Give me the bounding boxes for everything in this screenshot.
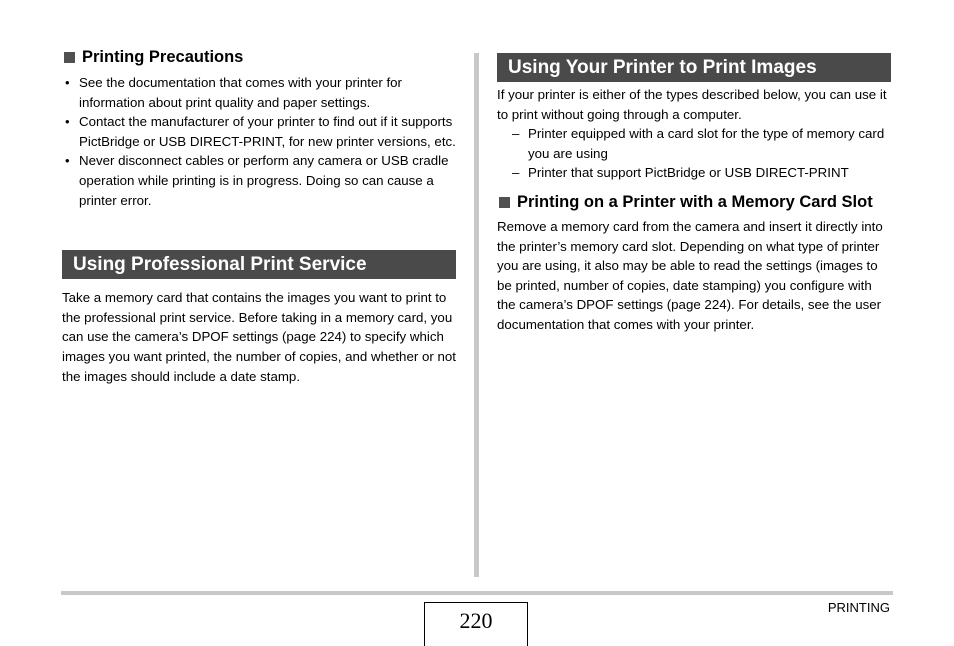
list-item-text: Never disconnect cables or perform any camera or USB cradle operation while printing is in progress. Doing so can cause a printer error. (79, 153, 449, 208)
list-item (62, 73, 458, 112)
professional-print-title: Using Professional Print Service (62, 250, 456, 279)
square-bullet-icon (64, 52, 75, 63)
left-column (62, 48, 458, 386)
section-label: PRINTING (827, 600, 890, 615)
right-column (497, 53, 891, 335)
memory-slot-text: Remove a memory card from the camera and insert it directly into the printer’s memory card slot. Depending on what type of printer you are using, it also may be able to read the settings (images to be printed, number of copies, date stamping) you configure with the camera’s DPOF settings (page 224). For details, see the user documentation that comes with your printer. (497, 218, 883, 332)
bullet-icon: • (65, 153, 70, 169)
precautions-heading-text: Printing Precautions (82, 48, 244, 66)
memory-slot-heading (497, 193, 891, 212)
footer-rule (61, 591, 893, 595)
page-number: 220 (424, 602, 528, 646)
column-divider (474, 53, 479, 577)
list-item (497, 163, 891, 183)
list-item-text: Contact the manufacturer of your printer to find out if it supports PictBridge or USB DIRECT-PRINT, for new printer versions, etc. (79, 114, 456, 149)
list-item (62, 112, 458, 151)
list-item (62, 151, 458, 210)
dash-icon: – (512, 126, 520, 142)
list-item-text: Printer equipped with a card slot for the type of memory card you are using (528, 126, 885, 161)
printer-types-list (497, 124, 891, 183)
printer-print-title: Using Your Printer to Print Images (497, 53, 891, 82)
bullet-icon: • (65, 114, 70, 130)
precautions-heading (62, 48, 458, 67)
list-item (497, 124, 891, 163)
square-bullet-icon (499, 197, 510, 208)
list-item-text: See the documentation that comes with your printer for information about print quality and paper settings. (79, 75, 402, 110)
bullet-icon: • (65, 75, 70, 90)
professional-print-text: Take a memory card that contains the images you want to print to the professional print service. Before taking in a memory card, you can use the camera’s DPOF settings (page 224) to specify which images you want printed, the number of copies, and whether or not the images should include a date stamp. (62, 290, 456, 384)
memory-slot-heading-text: Printing on a Printer with a Memory Card Slot (517, 192, 873, 211)
printer-intro-text: If your printer is either of the types described below, you can use it to print without going through a computer. (497, 87, 887, 122)
precautions-list (62, 73, 458, 210)
list-item-text: Printer that support PictBridge or USB DIRECT-PRINT (528, 165, 849, 181)
dash-icon: – (512, 165, 520, 181)
